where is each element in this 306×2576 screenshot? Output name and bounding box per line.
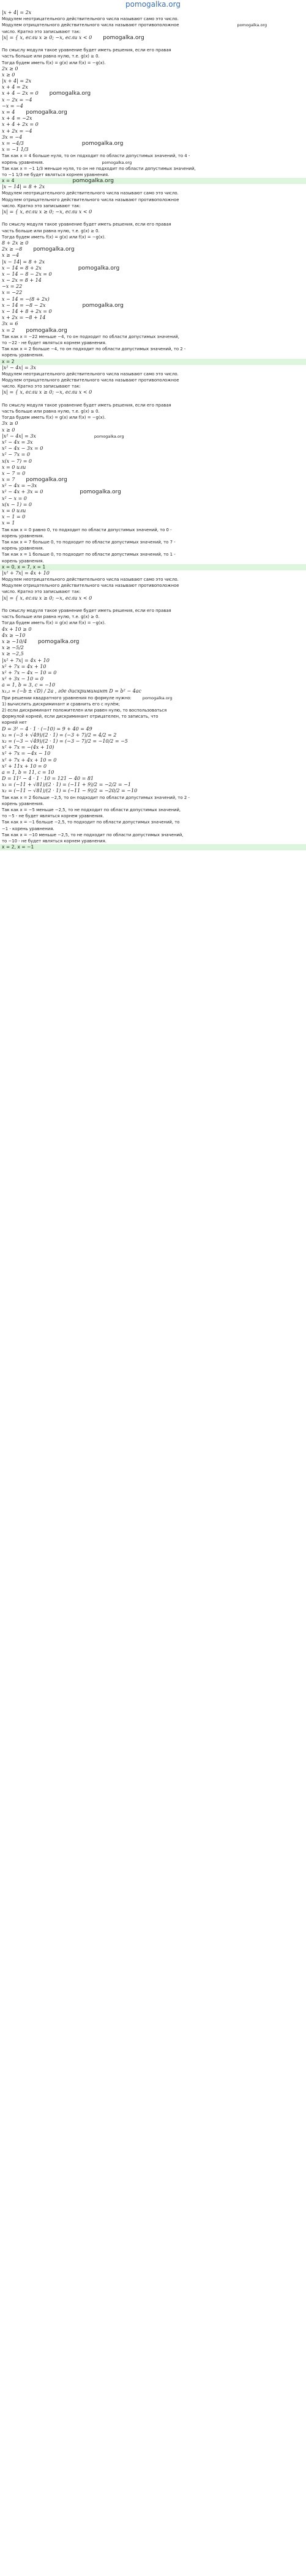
solution-line	[0, 645, 306, 651]
line-text: число. Кратко это записывают так:	[2, 384, 81, 389]
line-text: Тогда будем иметь f(x) = g(x) или f(x) = −g(x).	[2, 234, 106, 240]
line-text: |x| = { x, если x ≥ 0; −x, если x < 0	[2, 34, 92, 40]
solution-line	[0, 427, 306, 433]
line-text: Модулем отрицательного действительного числа называют противоположное	[2, 583, 179, 589]
line-text: x₁ = (−3 + √49)/(2 · 1) = (−3 + 7)/2 = 4/2 = 2	[2, 732, 117, 738]
watermark: pomogalka.org	[142, 695, 173, 701]
line-text: x ≥ −2,5	[2, 651, 24, 657]
line-text: x = 7	[2, 477, 15, 483]
answer-line	[0, 178, 306, 184]
line-text: Модулем неотрицательного действительного числа называют само это число.	[2, 191, 179, 196]
line-text: Так как x = 2 больше −4, то он подходит по области допустимых значений, то 2 -	[2, 347, 186, 352]
site-logo[interactable]: pomogalka.org	[125, 0, 181, 9]
line-text: Так как x = −5 меньше −2,5, то не подходит по области допустимых значений,	[2, 808, 181, 812]
solution-line	[0, 695, 306, 701]
solution-line	[0, 16, 306, 22]
solution-line	[0, 583, 306, 589]
line-text: корень уравнения.	[2, 353, 44, 358]
line-text: часть больше или равна нулю, т.е. g(x) ≥ 0.	[2, 54, 100, 59]
solution-line	[0, 340, 306, 346]
solution-line	[0, 29, 306, 35]
solution-line	[0, 389, 306, 396]
solution-line	[0, 309, 306, 315]
solution-line	[0, 109, 306, 116]
line-text: a = 1, b = 3, c = −10	[2, 682, 55, 688]
solution-line	[0, 284, 306, 290]
solution-line	[0, 228, 306, 234]
solution-line	[0, 402, 306, 408]
line-text: Модулем неотрицательного действительного числа называют само это число.	[2, 577, 179, 583]
watermark: pomogalka.org	[37, 638, 80, 645]
line-text: x² − 7x = 0	[2, 452, 30, 458]
line-text: x² − 4x − 3x = 0	[2, 446, 43, 452]
line-text: x − 2x = −4	[2, 97, 32, 103]
watermark: pomogalka.org	[33, 246, 75, 253]
line-text: Так как x = 4 больше нуля, то он подходит по области допустимых значений, то 4 -	[2, 153, 190, 159]
line-text: x + 4 = −2x	[2, 116, 32, 122]
solution-line	[0, 346, 306, 352]
solution-line	[0, 122, 306, 128]
solution-line	[0, 826, 306, 832]
watermark: pomogalka.org	[72, 178, 114, 185]
solution-line	[0, 10, 306, 16]
line-text: x = 4	[2, 178, 15, 184]
solution-line	[0, 745, 306, 751]
solution-line	[0, 396, 306, 402]
line-text: Модулем неотрицательного действительного числа называют само это число.	[2, 17, 179, 22]
solution-line	[0, 365, 306, 371]
solution-line	[0, 184, 306, 190]
line-text: корень уравнения.	[2, 533, 44, 539]
solution-line	[0, 377, 306, 383]
solution-line	[0, 84, 306, 90]
line-text: |x − 14| = 8 + 2x	[2, 259, 45, 265]
line-text: x = 0 или	[2, 508, 26, 513]
solution-line	[0, 128, 306, 134]
line-text: x² + 7x = −4x − 10	[2, 751, 51, 757]
line-text: x + 2x = −8 + 14	[2, 315, 46, 321]
line-text: Модулем отрицательного действительного числа называют противоположное	[2, 197, 179, 202]
solution-line	[0, 458, 306, 465]
line-text: x₁ = (−11 + √81)/(2 · 1) = (−11 + 9)/2 = −2/2 = −1	[2, 782, 131, 788]
solution-line	[0, 602, 306, 608]
solution-line	[0, 153, 306, 159]
line-text: 2x ≥ 0	[2, 65, 18, 72]
solution-line	[0, 271, 306, 278]
solution-line	[0, 190, 306, 196]
solution-line	[0, 66, 306, 72]
line-text: x − 14 = −(8 + 2x)	[2, 296, 50, 302]
solution-line	[0, 315, 306, 321]
answer-line	[0, 359, 306, 365]
line-text: Так как x = −1 больше −2,5, то подходит по области допустимых значений, то	[2, 820, 180, 825]
solution-line	[0, 252, 306, 259]
solution-line	[0, 103, 306, 109]
watermark: pomogalka.org	[80, 489, 121, 496]
answer-line	[0, 564, 306, 570]
line-text: то −1 1/3 не будет являться корнем уравнения.	[2, 172, 110, 177]
line-text: корень уравнения.	[2, 801, 44, 806]
line-text: Так как x = −1 1/3 меньше нуля, то он не подходит по области допустимых значений,	[2, 166, 196, 171]
solution-line	[0, 639, 306, 645]
solution-line	[0, 670, 306, 676]
line-text: 2x ≥ −8	[2, 246, 23, 252]
solution-line	[0, 782, 306, 788]
solution-line	[0, 60, 306, 66]
line-text: x + 4 + 2x = 0	[2, 122, 39, 128]
line-text: число. Кратко это записывают так:	[2, 29, 81, 34]
line-text: x(x − 7) = 0	[2, 458, 32, 464]
line-text: x − 2x = 8 + 14	[2, 278, 42, 284]
solution-line	[0, 757, 306, 764]
solution-line	[0, 533, 306, 539]
solution-line	[0, 651, 306, 657]
line-text: x = −22	[2, 290, 23, 296]
solution-line	[0, 838, 306, 844]
line-text: x² + 7x + 4x + 10 = 0	[2, 757, 57, 763]
answer-line	[0, 844, 306, 850]
solution-line	[0, 713, 306, 719]
line-text: 4x + 10 ≥ 0	[2, 626, 32, 632]
line-text: 4x ≥ −10	[2, 632, 26, 638]
line-text: число. Кратко это записывают так:	[2, 589, 81, 595]
line-text: x ≥ 0	[2, 427, 15, 433]
solution-line	[0, 116, 306, 122]
line-text: Так как x = −22 меньше −4, то он подходит по области допустимых значений,	[2, 334, 179, 339]
line-text: x² − x = 0	[2, 495, 27, 501]
solution-line	[0, 520, 306, 526]
line-text: x² − 4x = 3x	[2, 439, 33, 445]
line-text: |x + 4| = 2x	[2, 10, 32, 15]
line-text: x + 2x = −4	[2, 128, 32, 134]
line-text: 2) если дискриминант положителен или равен нулю, то воспользоваться	[2, 708, 167, 713]
line-text: x² + 7x − 4x − 10 = 0	[2, 669, 57, 675]
solution-line	[0, 134, 306, 141]
line-text: По смыслу модуля такое уравнение будет иметь решения, если его правая	[2, 48, 171, 53]
line-text: x(x − 1) = 0	[2, 501, 32, 507]
line-text: D = 11² − 4 · 1 · 10 = 121 − 40 = 81	[2, 776, 94, 782]
solution-line	[0, 246, 306, 252]
line-text: |x + 4| = 2x	[2, 78, 32, 84]
line-text: часть больше или равна нулю, т.е. g(x) ≥ 0.	[2, 409, 100, 414]
solution-line	[0, 770, 306, 776]
line-text: x = 2	[2, 327, 15, 333]
line-text: −x = 22	[2, 284, 23, 290]
line-text: x − 14 = −8 − 2x	[2, 302, 46, 308]
watermark: pomogalka.org	[26, 109, 67, 116]
line-text: корень уравнения.	[2, 546, 44, 551]
solution-line	[0, 776, 306, 782]
solution-line	[0, 278, 306, 284]
line-text: корень уравнения.	[2, 160, 44, 165]
line-text: |x² + 7x| = 4x + 10	[2, 657, 50, 663]
solution-line	[0, 620, 306, 626]
line-text: |x| = { x, если x ≥ 0; −x, если x < 0	[2, 389, 92, 396]
line-text: Так как x = −10 меньше −2,5, то не подходит по области допустимых значений,	[2, 832, 184, 837]
line-text: x ≥ −4	[2, 252, 20, 259]
solution-line	[0, 595, 306, 602]
solution-line	[0, 334, 306, 340]
solution-line	[0, 688, 306, 694]
line-text: x = 1	[2, 520, 15, 526]
line-text: Модулем отрицательного действительного числа называют противоположное	[2, 23, 179, 28]
solution-line	[0, 160, 306, 166]
line-text: Так как x = 1 больше 0, то подходит по области допустимых значений, то 1 -	[2, 552, 176, 558]
solution-line	[0, 658, 306, 664]
solution-line	[0, 421, 306, 427]
solution-line	[0, 576, 306, 583]
solution-line	[0, 527, 306, 533]
line-text: x ≥ 0	[2, 72, 15, 78]
line-text: то −22 - не будет являться корнем уравнения.	[2, 340, 106, 345]
line-text: −1 - корень уравнения.	[2, 826, 54, 831]
solution-line	[0, 719, 306, 726]
line-text: −x = −4	[2, 103, 23, 109]
line-text: |x| = { x, если x ≥ 0; −x, если x < 0	[2, 595, 92, 601]
solution-line	[0, 234, 306, 240]
line-text: По смыслу модуля такое уравнение будет иметь решения, если его правая	[2, 608, 171, 613]
solution-line	[0, 321, 306, 327]
line-text: |x| = { x, если x ≥ 0; −x, если x < 0	[2, 209, 92, 215]
line-text: Модулем отрицательного действительного числа называют противоположное	[2, 378, 179, 383]
solution-line	[0, 290, 306, 296]
line-text: Модулем неотрицательного действительного числа называют само это число.	[2, 371, 179, 377]
solution-line	[0, 433, 306, 440]
line-text: 3x = −4	[2, 134, 23, 140]
solution-line	[0, 539, 306, 545]
line-text: x² + 7x = 4x + 10	[2, 663, 47, 669]
solution-line	[0, 807, 306, 813]
watermark: pomogalka.org	[81, 140, 124, 147]
solution-line	[0, 496, 306, 502]
line-text: 3x ≥ 0	[2, 421, 18, 427]
line-text: Тогда будем иметь f(x) = g(x) или f(x) = −g(x).	[2, 60, 106, 65]
solution-line	[0, 471, 306, 477]
line-text: Так как x = 0 равно 0, то подходит по области допустимых значений, то 0 -	[2, 527, 172, 532]
solution-line	[0, 676, 306, 682]
line-text: x ≥ −5/2	[2, 645, 24, 651]
solution-line	[0, 589, 306, 595]
line-text: x = 0 или	[2, 464, 26, 470]
solution-line	[0, 414, 306, 421]
solution-line	[0, 296, 306, 303]
solution-line	[0, 78, 306, 84]
solution-line	[0, 141, 306, 147]
solution-line	[0, 41, 306, 47]
solution-line	[0, 813, 306, 819]
solution-line	[0, 446, 306, 452]
solution-line	[0, 383, 306, 389]
line-text: число. Кратко это записывают так:	[2, 203, 81, 208]
solution-line	[0, 197, 306, 203]
watermark: pomogalka.org	[103, 34, 144, 41]
line-text: x = 2, x = −1	[2, 844, 34, 850]
line-text: x − 1 = 0	[2, 514, 26, 520]
solution-line	[0, 47, 306, 53]
line-text: то −10 - не будет являться корнем уравнения.	[2, 838, 106, 844]
solution-line	[0, 209, 306, 215]
line-text: x = −1 1/3	[2, 147, 29, 153]
solution-line	[0, 707, 306, 713]
line-text: корней нет	[2, 720, 27, 726]
watermark: pomogalka.org	[102, 160, 132, 165]
line-text: x² + 3x − 10 = 0	[2, 676, 43, 682]
line-text: x² − 4x + 3x = 0	[2, 489, 43, 495]
line-text: корень уравнения.	[2, 558, 44, 564]
line-text: 1) вычислить дискриминант и сравнить его с нулём;	[2, 701, 120, 707]
line-text: D = 3² − 4 · 1 · (−10) = 9 + 40 = 49	[2, 726, 92, 732]
solution-line	[0, 371, 306, 377]
solution-line	[0, 819, 306, 825]
line-text: x² − 4x = −3x	[2, 483, 37, 489]
solution-line	[0, 558, 306, 564]
solution-line	[0, 545, 306, 551]
line-text: x₂ = (−3 − √49)/(2 · 1) = (−3 − 7)/2 = −10/2 = −5	[2, 738, 128, 744]
solution-line	[0, 489, 306, 495]
solution-line	[0, 22, 306, 28]
solution-line	[0, 701, 306, 707]
line-text: часть больше или равна нулю, т.е. g(x) ≥ 0.	[2, 614, 100, 620]
solution-line	[0, 265, 306, 271]
line-text: x = 2	[2, 358, 15, 364]
line-text: x + 4 = 2x	[2, 84, 28, 90]
solution-line	[0, 303, 306, 309]
watermark: pomogalka.org	[237, 23, 267, 28]
line-text: Тогда будем иметь f(x) = g(x) или f(x) = −g(x).	[2, 620, 106, 626]
line-text: x − 7 = 0	[2, 470, 26, 476]
solution-line	[0, 751, 306, 757]
solution-line	[0, 72, 306, 78]
solution-line	[0, 221, 306, 227]
line-text: Тогда будем иметь f(x) = g(x) или f(x) = −g(x).	[2, 415, 106, 421]
solution-line	[0, 801, 306, 807]
line-text: x − 14 − 8 − 2x = 0	[2, 271, 52, 277]
solution-line	[0, 832, 306, 838]
line-text: По смыслу модуля такое уравнение будет иметь решения, если его правая	[2, 402, 171, 408]
line-text: x² + 11x + 10 = 0	[2, 763, 47, 769]
line-text: |x² − 4x| = 3x	[2, 364, 36, 370]
solution-line	[0, 147, 306, 153]
line-text: x₂ = (−11 − √81)/(2 · 1) = (−11 − 9)/2 = −20/2 = −10	[2, 788, 138, 794]
solution-line	[0, 452, 306, 458]
solution-line	[0, 732, 306, 738]
solution-line	[0, 738, 306, 745]
watermark: pomogalka.org	[78, 265, 120, 271]
solution-line	[0, 633, 306, 639]
solution-line	[0, 215, 306, 221]
line-text: Так как x = 7 больше 0, то подходит по области допустимых значений, то 7 -	[2, 539, 176, 545]
line-text: |x² − 4x| = 3x	[2, 433, 36, 439]
solution-line	[0, 465, 306, 471]
line-text: часть больше или равна нулю, т.е. g(x) ≥ 0.	[2, 228, 100, 234]
line-text: x + 4 − 2x = 0	[2, 90, 39, 97]
solution-line	[0, 483, 306, 489]
solution-line	[0, 614, 306, 620]
solution-line	[0, 682, 306, 688]
solution-line	[0, 795, 306, 801]
solution-line	[0, 328, 306, 334]
solution-line	[0, 726, 306, 732]
line-text: x = 0, x = 7, x = 1	[2, 564, 46, 570]
solution-line	[0, 608, 306, 614]
solution-content	[0, 10, 306, 850]
line-text: При решении квадратного уравнения по формуле нужно:	[2, 695, 132, 701]
line-text: x² + 7x = −(4x + 10)	[2, 745, 54, 751]
solution-line	[0, 551, 306, 558]
solution-line	[0, 53, 306, 59]
solution-line	[0, 570, 306, 576]
line-text: 3x = 6	[2, 321, 18, 327]
line-text: x − 14 = 8 + 2x	[2, 265, 42, 271]
solution-line	[0, 477, 306, 483]
solution-line	[0, 788, 306, 794]
solution-line	[0, 172, 306, 178]
line-text: По смыслу модуля такое уравнение будет иметь решения, если его правая	[2, 222, 171, 227]
watermark: pomogalka.org	[82, 302, 124, 309]
line-text: Так как x = 2 больше −2,5, то он подходит по области допустимых значений, то 2 -	[2, 795, 190, 800]
solution-line	[0, 664, 306, 670]
line-text: |x − 14| = 8 + 2x	[2, 184, 45, 190]
line-text: x ≥ −10/4	[2, 638, 27, 644]
solution-line	[0, 514, 306, 520]
solution-line	[0, 508, 306, 514]
line-text: x = −4/3	[2, 140, 24, 146]
solution-line	[0, 440, 306, 446]
solution-line	[0, 259, 306, 265]
line-text: формулой корней, если дискриминант отрицателен, то записать, что	[2, 714, 159, 719]
solution-line	[0, 166, 306, 172]
line-text: a = 1, b = 11, c = 10	[2, 769, 54, 775]
solution-line	[0, 502, 306, 508]
line-text: x − 14 + 8 + 2x = 0	[2, 309, 52, 314]
solution-line	[0, 90, 306, 97]
watermark: pomogalka.org	[94, 433, 124, 439]
solution-line	[0, 97, 306, 103]
watermark: pomogalka.org	[26, 327, 67, 334]
line-text: x₁,₂ = (−b ± √D) / 2a , где дискриминант D = b² − 4ac	[2, 688, 141, 694]
solution-line	[0, 408, 306, 414]
line-text: x = 4	[2, 109, 15, 115]
watermark: pomogalka.org	[26, 477, 67, 484]
solution-line	[0, 35, 306, 41]
line-text: 8 + 2x ≥ 0	[2, 240, 29, 246]
watermark: pomogalka.org	[49, 90, 91, 97]
solution-line	[0, 764, 306, 770]
solution-line	[0, 203, 306, 209]
solution-line	[0, 627, 306, 633]
line-text: |x² + 7x| = 4x + 10	[2, 570, 50, 576]
solution-line	[0, 352, 306, 358]
solution-line	[0, 240, 306, 246]
line-text: то −5 - не будет являться корнем уравнения.	[2, 814, 104, 819]
